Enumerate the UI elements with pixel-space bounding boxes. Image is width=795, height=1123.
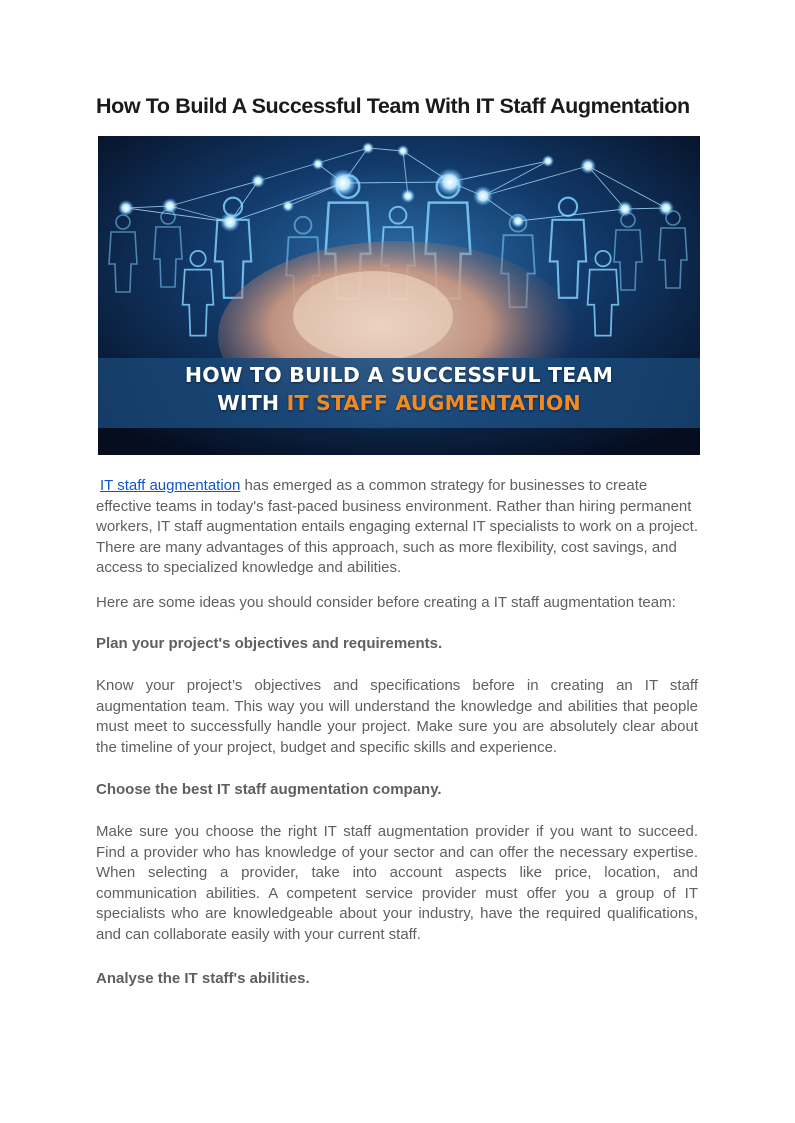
- banner-title-line1: HOW TO BUILD A SUCCESSFUL TEAM: [184, 363, 614, 387]
- intro-paragraph: [96, 476, 698, 579]
- section-heading-objectives: Plan your project's objectives and requirements.: [96, 635, 443, 652]
- banner-title-accent: IT STAFF AUGMENTATION: [286, 391, 581, 415]
- section-heading-abilities: Analyse the IT staff's abilities.: [96, 970, 310, 987]
- hero-image: [98, 136, 700, 455]
- banner-title-line2: [98, 391, 700, 415]
- banner-title-prefix: WITH: [217, 391, 287, 415]
- section-body-company: Make sure you choose the right IT staff augmentation provider if you want to succeed. Find a provider who has knowledge of your sector and can offer the necessary expertise. When selecting a provider, take into account aspects like price, location, and communication abilities. A competent service provider must offer you a group of IT specialists who are knowledgeable about your industry, have the required qualifications, and can collaborate easily with your current staff.: [96, 823, 698, 943]
- page-title: How To Build A Successful Team With IT Staff Augmentation: [96, 94, 690, 118]
- staff-augmentation-link[interactable]: IT staff augmentation: [100, 477, 241, 494]
- ideas-intro: Here are some ideas you should consider before creating a IT staff augmentation team:: [96, 594, 676, 611]
- section-heading-company: Choose the best IT staff augmentation company.: [96, 781, 442, 798]
- intro-text: has emerged as a common strategy for businesses to create effective teams in today's fast-paced business environment. Rather than hiring permanent workers, IT staff augmentation entails engaging external IT specialists to work on a project. There are many advantages of this approach, such as more flexibility, cost savings, and access to specialized knowledge and abilities.: [96, 477, 698, 577]
- section-body-objectives: Know your project’s objectives and specifications before in creating an IT staff augmentation team. This way you will understand the knowledge and abilities that people must meet to successfully handle your project. Make sure you are absolutely clear about the timeline of your project, budget and specific skills and experience.: [96, 677, 698, 756]
